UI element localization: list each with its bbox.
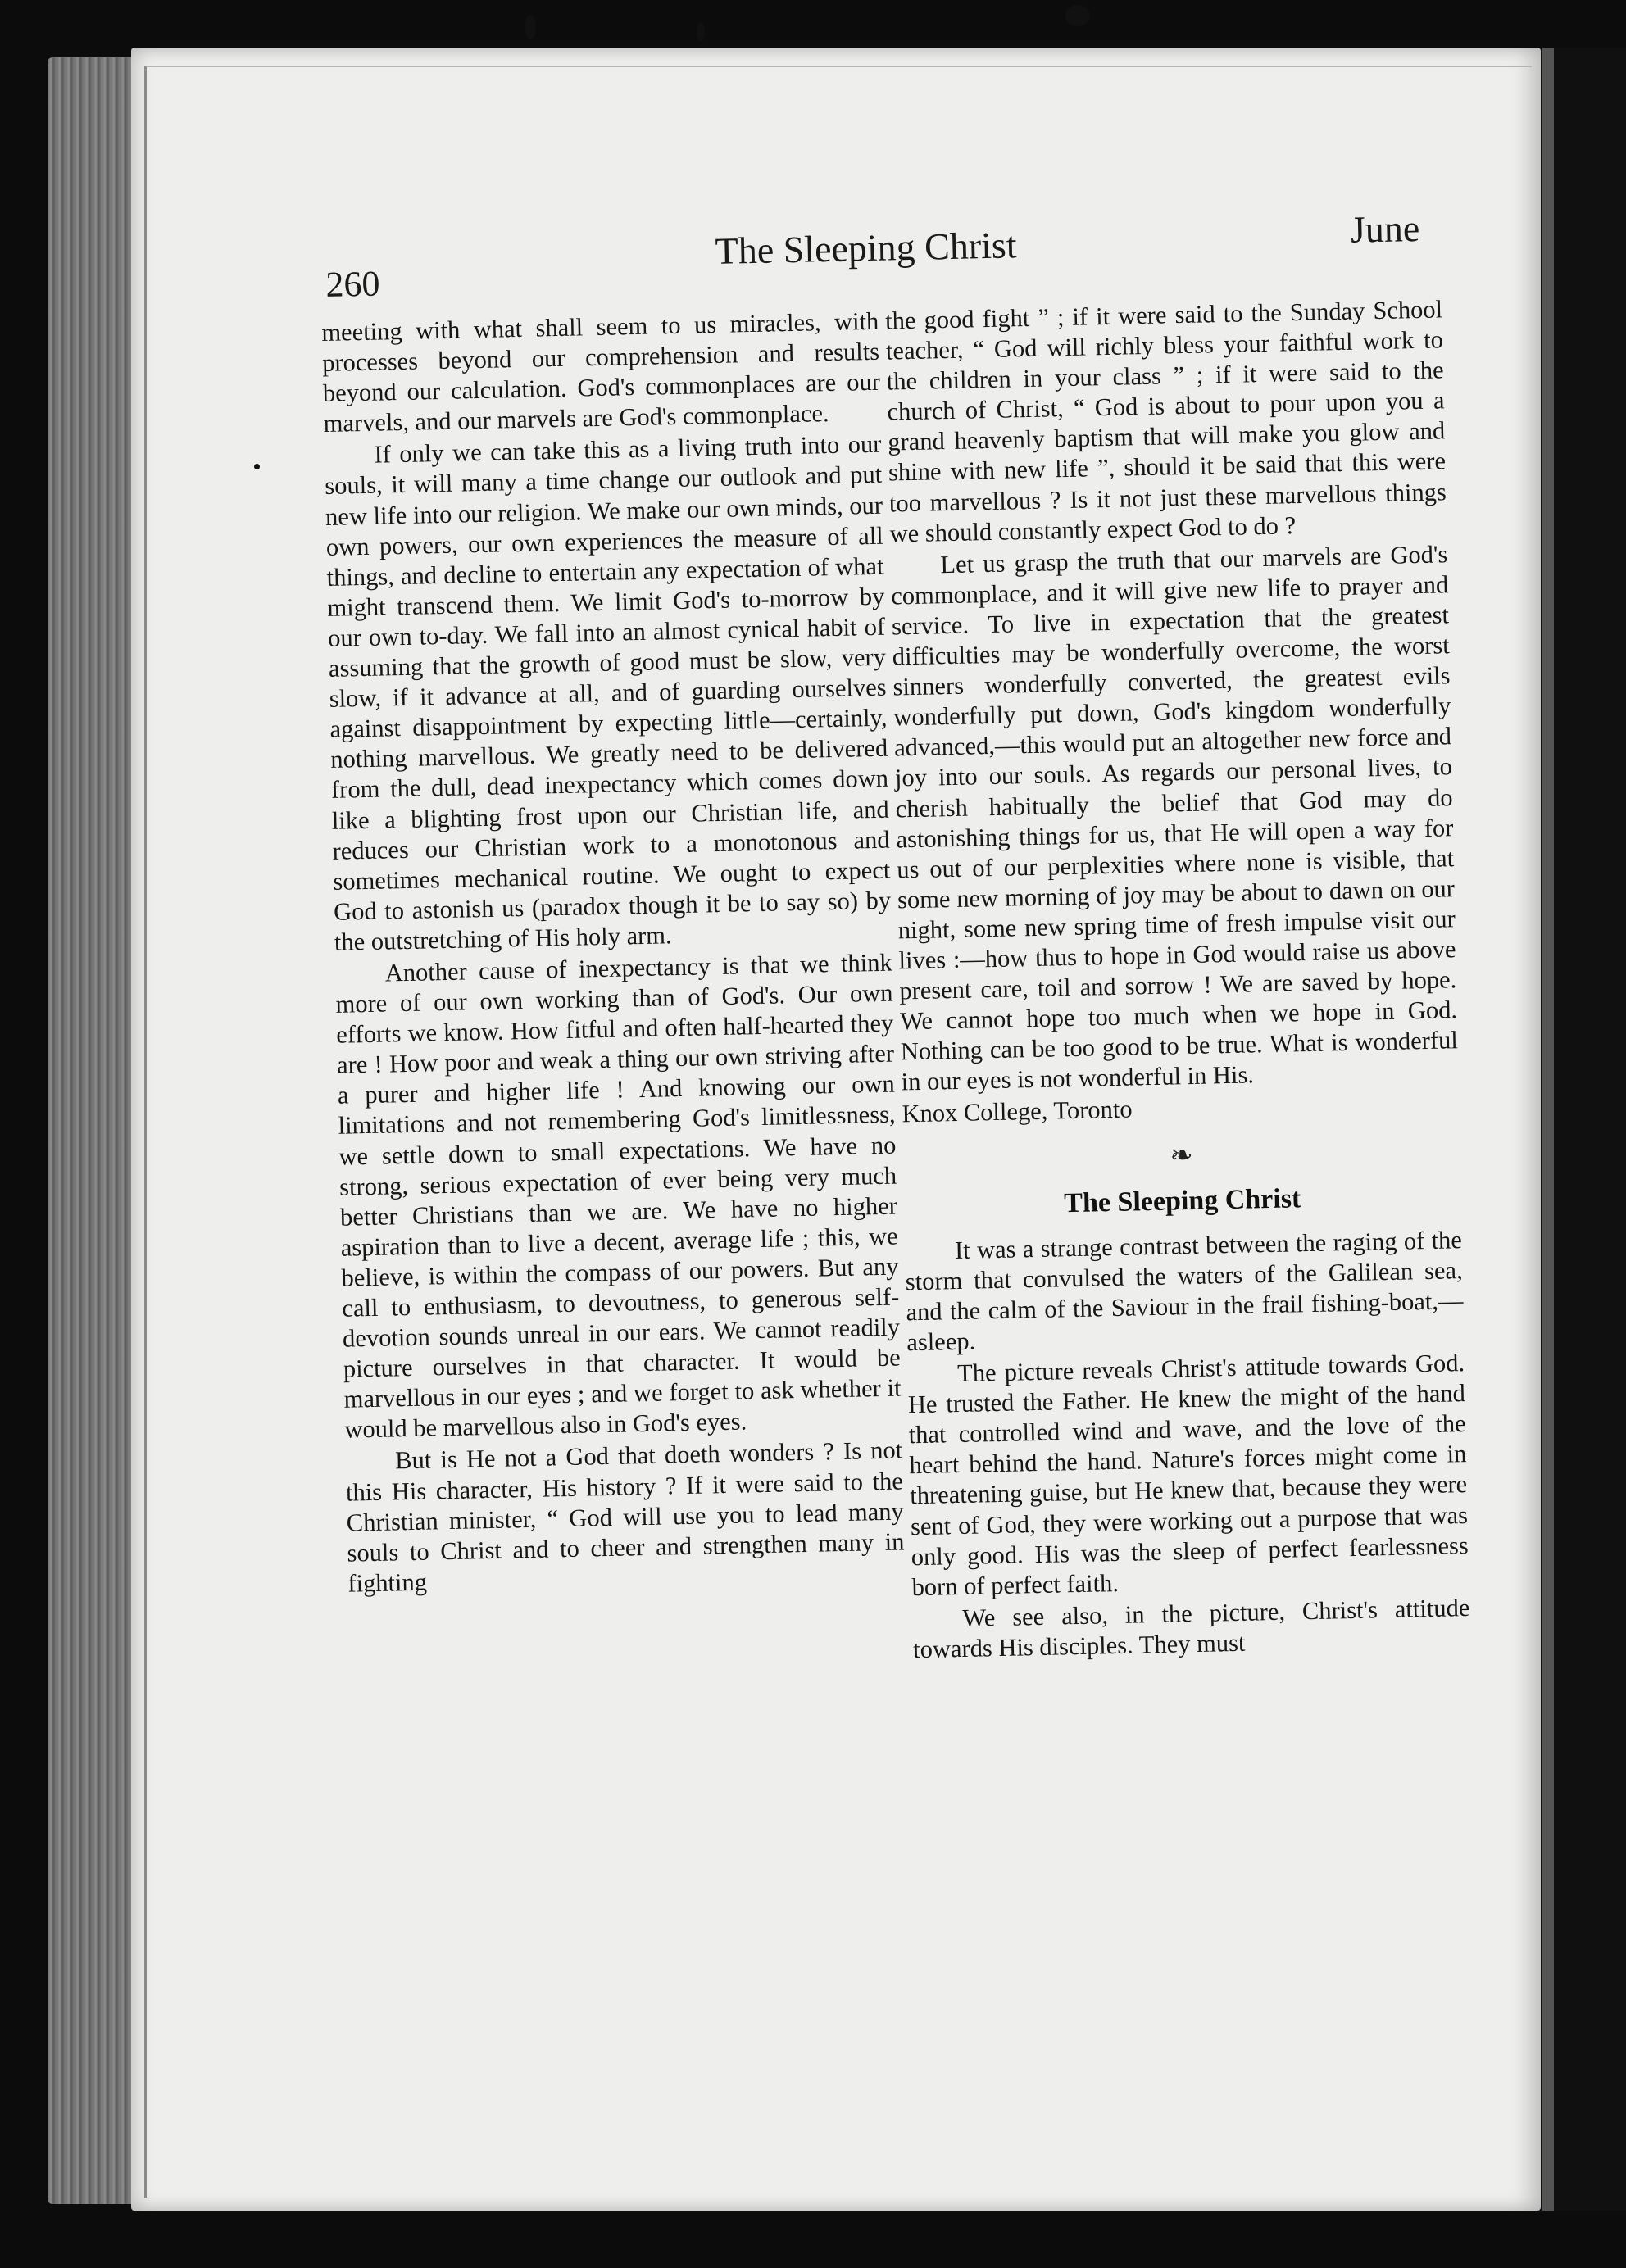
running-title: The Sleeping Christ <box>715 224 1018 272</box>
header-month: June <box>1350 206 1420 251</box>
right-column <box>885 294 1471 1665</box>
paragraph: If only we can take this as a living truth into our souls, it will many a time change our outlook and put new life into our religion. We make our own minds, our own powers, our own experiences the measure of all things, and decline to entertain any expectation of what might transcend them. We limit God's to-morrow by our own to-day. We fall into an almost cynical habit of assuming that the growth of good must be slow, very slow, if it advance at all, and of guarding ourselves against disappointment by expecting little—certainly, nothing marvellous. We greatly need to be delivered from the dull, dead inexpectancy which comes down like a blighting frost upon our Christian life, and reduces our Christian work to a monotonous and sometimes mechanical routine. We ought to expect God to astonish us (paradox though it be to say so) by the outstretching of His holy arm. <box>324 430 892 956</box>
article-title: The Sleeping Christ <box>1063 1182 1301 1218</box>
paragraph: But is He not a God that doeth wonders ? Is not this His character, His history ? If it were said to the Christian minister, “ God will use you to lead many souls to Christ and to cheer and strengthen many in fighting <box>345 1436 905 1598</box>
paragraph: It was a strange contrast between the raging of the storm that convulsed the waters of the Galilean sea, and the calm of the Saviour in the frail fishing-boat,—asleep. <box>905 1225 1464 1357</box>
page-number: 260 <box>325 263 380 305</box>
ornament-icon: ❧ <box>1170 1140 1194 1172</box>
paragraph: meeting with what shall seem to us miracles, with processes beyond our comprehension and results beyond our calculation. God's commonplaces are our marvels, and our marvels are God's commonplace. <box>321 306 881 438</box>
signoff: Knox College, Toronto <box>902 1095 1133 1128</box>
paragraph: the good fight ” ; if it were said to the Sunday School teacher, “ God will richly bless your faithful work to the children in your class ” ; if it were said to the church of Christ, “ God is about to pour upon you a grand heavenly baptism that will make you glow and shine with new life ”, should it be said that this were too marvellous ? Is it not just these marvellous things we should constantly expect God to do ? <box>884 295 1447 548</box>
left-column <box>321 306 906 1599</box>
dust-speck <box>697 23 705 41</box>
text-columns <box>321 294 1506 2145</box>
paragraph: Another cause of inexpectancy is that we think more of our own working than of God's. Our own efforts we know. How fitful and often half-hearted they are ! How poor and weak a thing our own striving after a purer and higher life ! And knowing our own limitations and not remembering God's limitlessness, we settle down to small expectations. We have no strong, serious expectation of ever being very much better Christians than we are. We have no higher aspiration than to live a decent, average life ; this, we believe, is within the compass of our powers. But any call to enthusiasm, to devoutness, to generous self-devotion sounds unreal in our ears. We cannot readily picture ourselves in that character. It would be marvellous in our eyes ; and we forget to ask whether it would be marvellous also in God's eyes. <box>335 948 902 1445</box>
right-gutter <box>1541 48 1626 2211</box>
dust-speck <box>525 15 536 39</box>
dust-speck <box>254 464 260 469</box>
paragraph: The picture reveals Christ's attitude towards God. He trusted the Father. He knew the might of the hand that controlled wind and wave, and the love of the heart behind the hand. Nature's forces might come in threatening guise, but He knew that, because they were sent of God, they were working out a purpose that was only good. His was the sleep of perfect fearlessness born of perfect faith. <box>907 1349 1469 1601</box>
paragraph: Let us grasp the truth that our marvels are God's commonplace, and it will give new life to prayer and service. To live in expectation that the greatest difficulties may be wonderfully overcome, the worst sinners wonderfully converted, the greatest evils wonderfully put down, God's kingdom wonderfully advanced,—this would put an altogether new force and joy into our souls. As regards our personal lives, to cherish habitually the belief that God may do astonishing things for us, that He will open a way for us out of our perplexities where none is visible, that some new morning of joy may be about to dawn on our night, some new spring time of fresh impulse visit our lives :—how thus to hope in God would raise us above present care, toil and sorrow ! We are saved by hope. We cannot hope too much when we hope in God. Nothing can be too good to be true. What is wonderful in our eyes is not wonderful in His. <box>890 540 1459 1096</box>
paragraph: We see also, in the picture, Christ's attitude towards His disciples. They must <box>912 1593 1470 1664</box>
dust-speck <box>1065 5 1090 26</box>
